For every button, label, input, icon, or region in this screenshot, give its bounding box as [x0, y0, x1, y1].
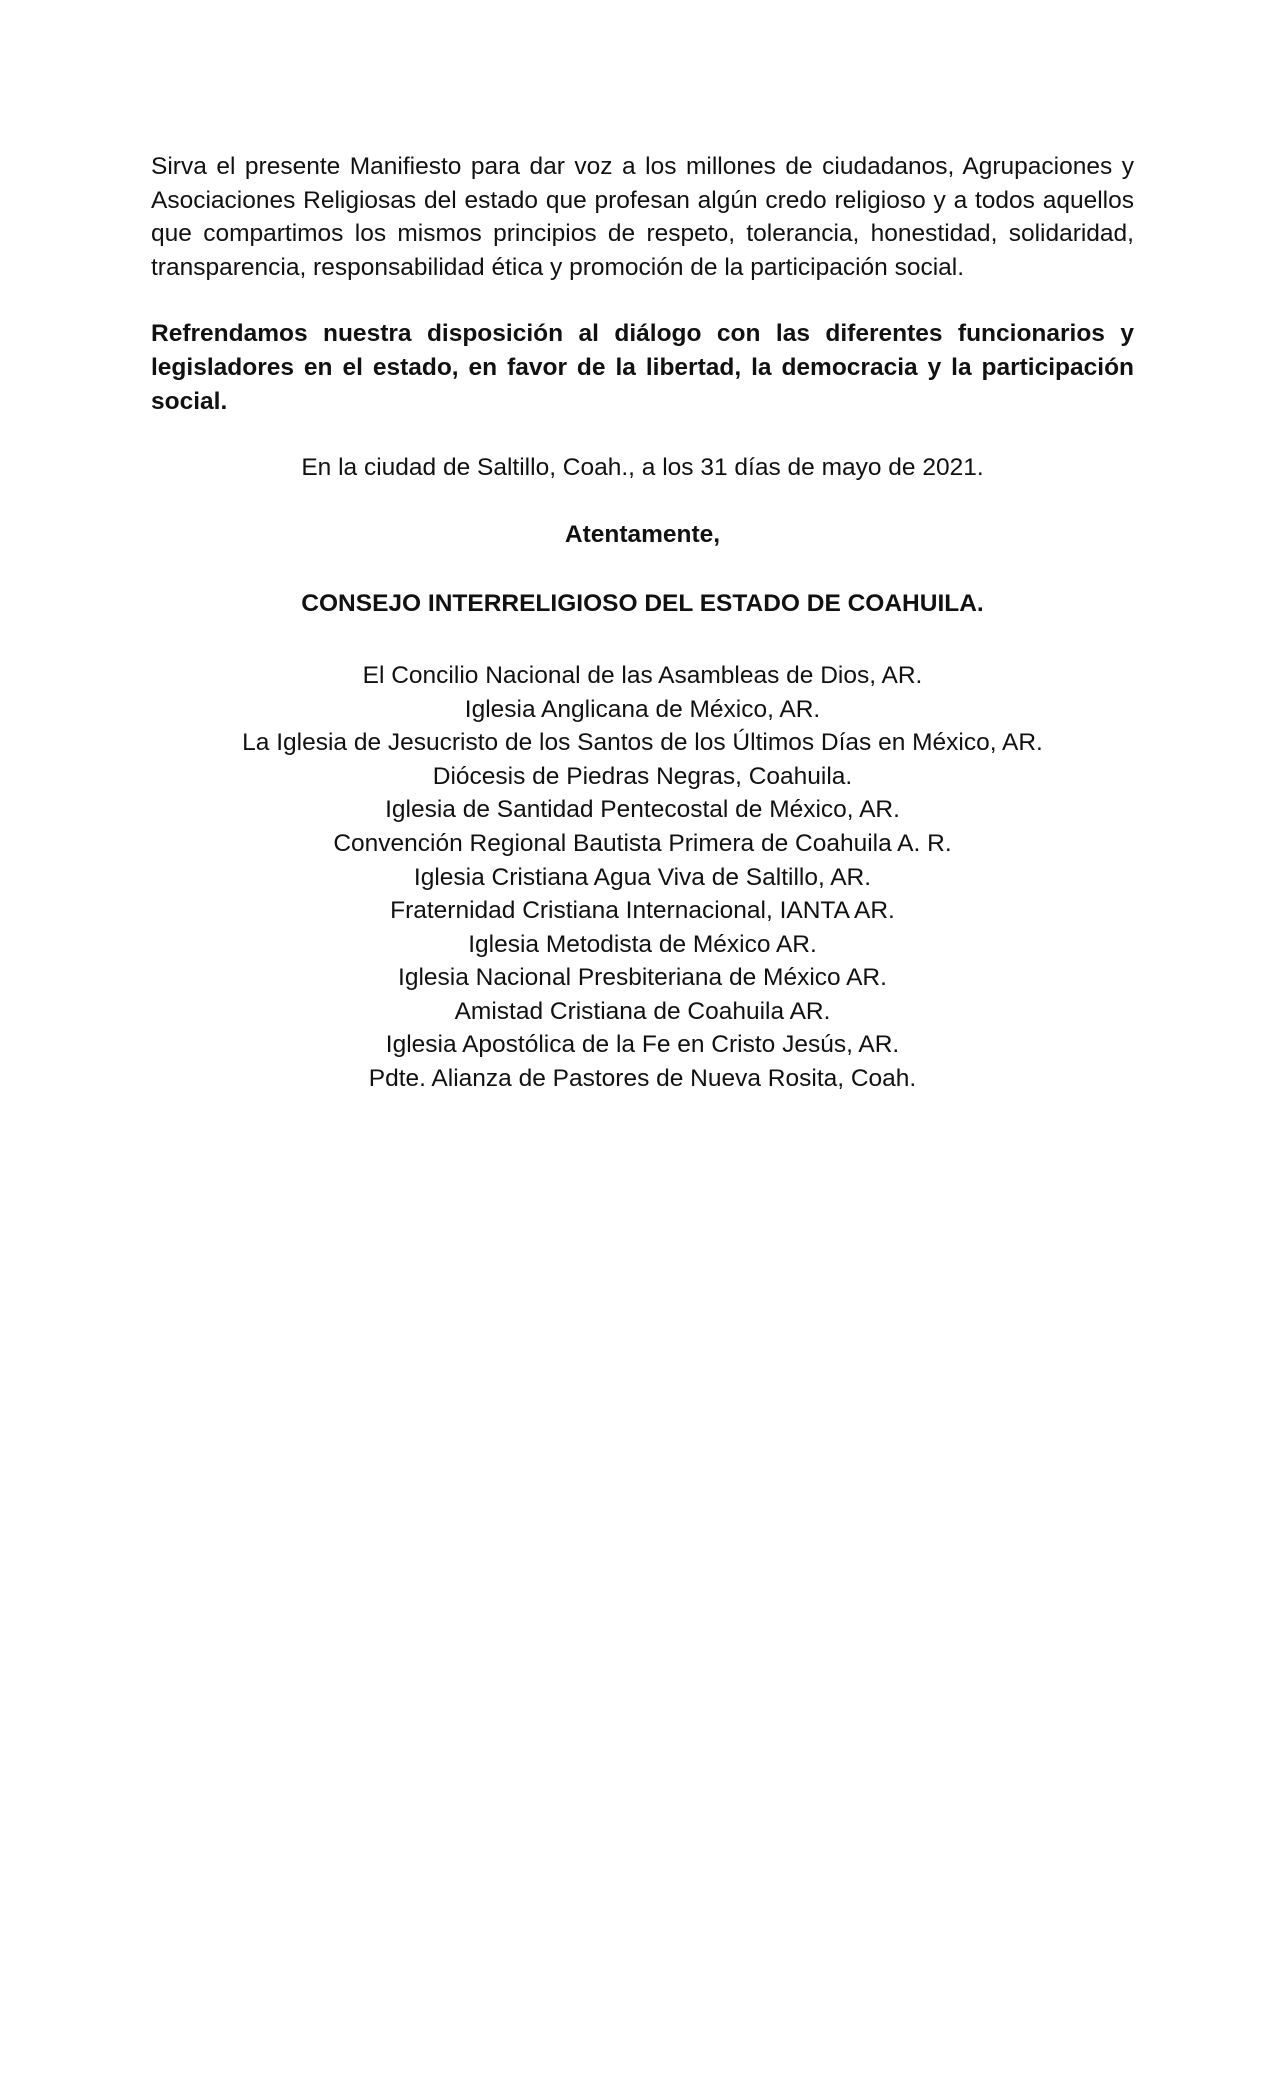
dialogue-paragraph: Refrendamos nuestra disposición al diálogo con las diferentes funcionarios y legisladores en el estado, en favor de la libertad, la democracia y la participación social.	[151, 320, 1134, 415]
signatory-item: El Concilio Nacional de las Asambleas de Dios, AR.	[362, 661, 923, 689]
signatory-item: Amistad Cristiana de Coahuila AR.	[454, 997, 831, 1025]
signatory-item: Iglesia de Santidad Pentecostal de México, AR.	[385, 796, 900, 824]
signatories-list	[151, 659, 1134, 1096]
date-line: En la ciudad de Saltillo, Coah., a los 31 días de mayo de 2021.	[301, 454, 984, 482]
closing-salutation: Atentamente,	[564, 520, 721, 548]
council-name: CONSEJO INTERRELIGIOSO DEL ESTADO DE COAHUILA.	[301, 590, 984, 618]
signatory-item: Convención Regional Bautista Primera de Coahuila A. R.	[333, 829, 952, 857]
signatory-item: La Iglesia de Jesucristo de los Santos de los Últimos Días en México, AR.	[242, 729, 1043, 757]
signatory-item: Diócesis de Piedras Negras, Coahuila.	[432, 762, 853, 790]
signatory-item: Iglesia Anglicana de México, AR.	[464, 695, 821, 723]
document-page	[151, 150, 1134, 1096]
signatory-item: Fraternidad Cristiana Internacional, IANTA AR.	[390, 897, 895, 925]
signatory-item: Pdte. Alianza de Pastores de Nueva Rosita, Coah.	[368, 1065, 917, 1093]
signatory-item: Iglesia Cristiana Agua Viva de Saltillo, AR.	[413, 863, 872, 891]
signatory-item: Iglesia Apostólica de la Fe en Cristo Jesús, AR.	[385, 1031, 900, 1059]
signatory-item: Iglesia Nacional Presbiteriana de México AR.	[398, 964, 887, 992]
manifesto-paragraph: Sirva el presente Manifiesto para dar voz a los millones de ciudadanos, Agrupaciones y Asociaciones Religiosas del estado que profesan algún credo religioso y a todos aquellos que compartimos los mismos principios de respeto, tolerancia, honestidad, solidaridad, transparencia, responsabilidad ética y promoción de la participación social.	[151, 153, 1134, 281]
signatory-item: Iglesia Metodista de México AR.	[468, 930, 817, 958]
